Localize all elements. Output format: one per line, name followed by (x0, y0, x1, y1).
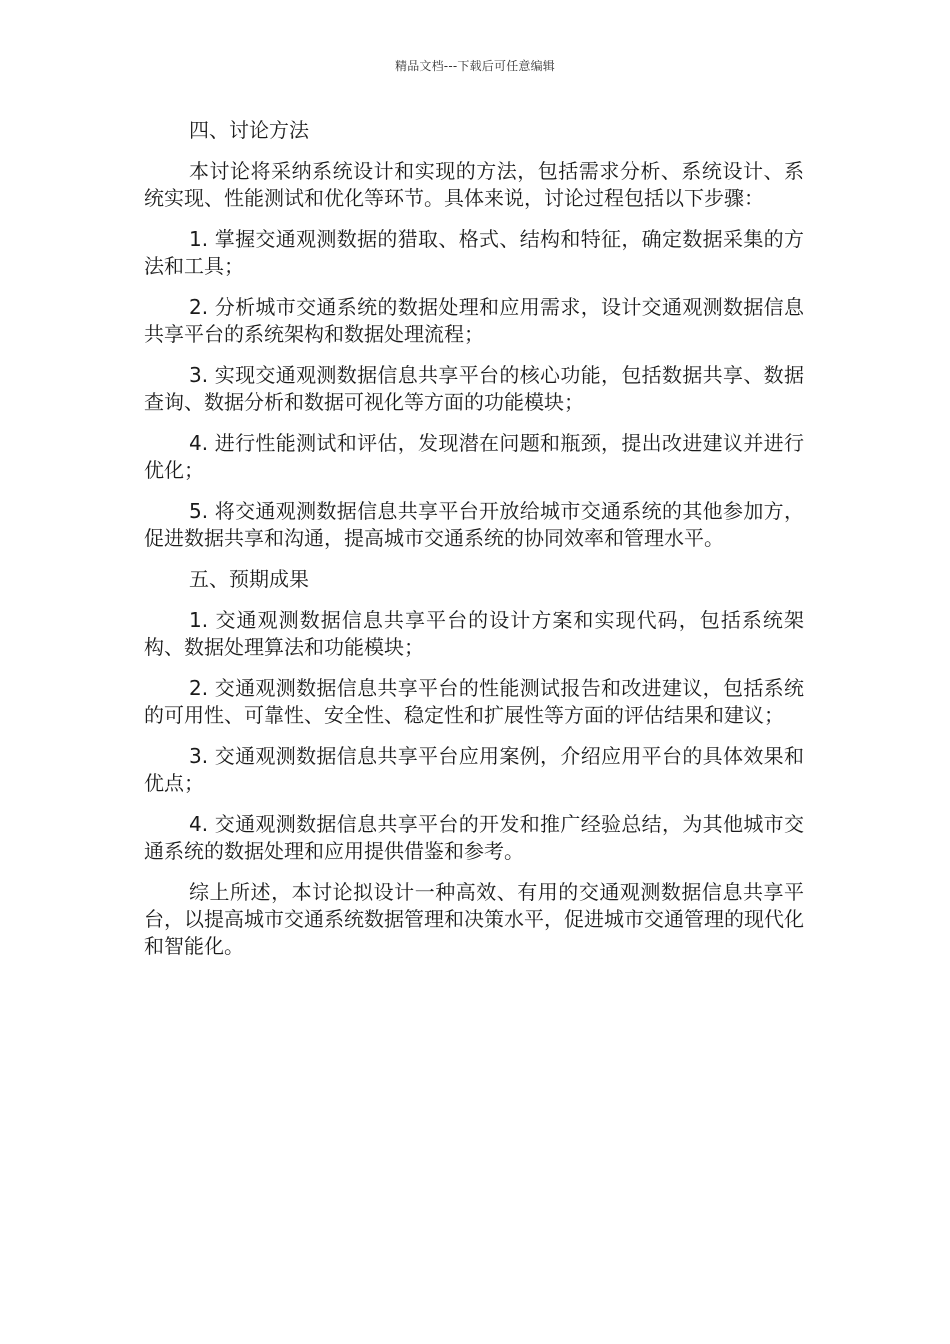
document-body (144, 117, 804, 974)
section-5-item-3: 3. 交通观测数据信息共享平台应用案例，介绍应用平台的具体效果和优点； (144, 744, 804, 795)
section-5-item-4: 4. 交通观测数据信息共享平台的开发和推广经验总结，为其他城市交通系统的数据处理和应用提供借鉴和参考。 (144, 812, 804, 863)
section-5-item-2: 2. 交通观测数据信息共享平台的性能测试报告和改进建议，包括系统的可用性、可靠性、安全性、稳定性和扩展性等方面的评估结果和建议； (144, 676, 804, 727)
section-4-intro: 本讨论将采纳系统设计和实现的方法，包括需求分析、系统设计、系统实现、性能测试和优化等环节。具体来说，讨论过程包括以下步骤： (144, 159, 804, 210)
section-4-step-5: 5. 将交通观测数据信息共享平台开放给城市交通系统的其他参加方，促进数据共享和沟通，提高城市交通系统的协同效率和管理水平。 (144, 499, 804, 550)
section-4-heading: 四、讨论方法 (189, 118, 309, 142)
conclusion-paragraph: 综上所述，本讨论拟设计一种高效、有用的交通观测数据信息共享平台，以提高城市交通系统数据管理和决策水平，促进城市交通管理的现代化和智能化。 (144, 880, 804, 958)
section-4-step-4: 4. 进行性能测试和评估，发现潜在问题和瓶颈，提出改进建议并进行优化； (144, 431, 804, 482)
section-4-step-2: 2. 分析城市交通系统的数据处理和应用需求，设计交通观测数据信息共享平台的系统架构和数据处理流程； (144, 295, 804, 346)
section-4-step-1: 1. 掌握交通观测数据的猎取、格式、结构和特征，确定数据采集的方法和工具； (144, 227, 804, 278)
page-header: 精品文档---下载后可任意编辑 (395, 59, 555, 73)
section-4-step-3: 3. 实现交通观测数据信息共享平台的核心功能，包括数据共享、数据查询、数据分析和数据可视化等方面的功能模块； (144, 363, 804, 414)
section-5-heading: 五、预期成果 (189, 567, 309, 591)
section-5-item-1: 1. 交通观测数据信息共享平台的设计方案和实现代码，包括系统架构、数据处理算法和功能模块； (144, 608, 804, 659)
